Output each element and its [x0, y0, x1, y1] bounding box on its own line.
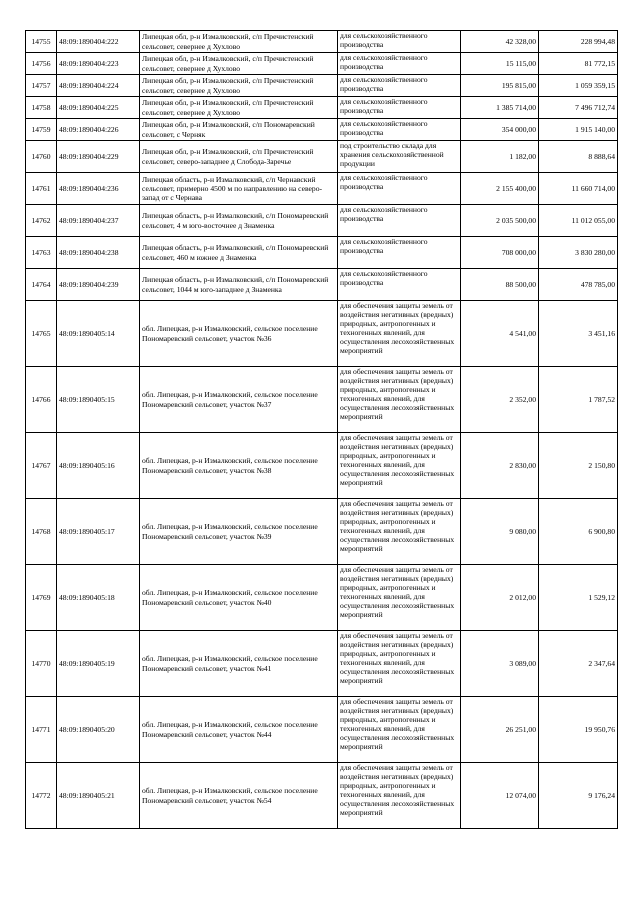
table-row [26, 205, 618, 237]
area-cell: 26 251,00 [461, 697, 539, 763]
cadastral-number-cell: 48:09:1890404:224 [57, 75, 140, 97]
table-row [26, 53, 618, 75]
cadastral-value-cell: 7 496 712,74 [539, 97, 618, 119]
table-row [26, 301, 618, 367]
cadastral-value-cell: 9 176,24 [539, 763, 618, 829]
row-number-cell: 14758 [26, 97, 57, 119]
cadastral-value-cell: 2 347,64 [539, 631, 618, 697]
table-row [26, 269, 618, 301]
table-row [26, 367, 618, 433]
permitted-use-cell: для сельскохозяйственного производства [338, 53, 461, 75]
row-number-cell: 14756 [26, 53, 57, 75]
address-cell: обл. Липецкая, р-н Измалковский, сельское поселение Пономаревский сельсовет, участок №36 [140, 301, 338, 367]
table-row [26, 97, 618, 119]
cadastral-number-cell: 48:09:1890404:239 [57, 269, 140, 301]
cadastral-number-cell: 48:09:1890404:237 [57, 205, 140, 237]
area-cell: 4 541,00 [461, 301, 539, 367]
table-row [26, 173, 618, 205]
address-cell: обл. Липецкая, р-н Измалковский, сельское поселение Пономаревский сельсовет, участок №44 [140, 697, 338, 763]
area-cell: 354 000,00 [461, 119, 539, 141]
table-row [26, 31, 618, 53]
row-number-cell: 14768 [26, 499, 57, 565]
area-cell: 195 815,00 [461, 75, 539, 97]
address-cell: Липецкая обл, р-н Измалковский, с/п Пречистенский сельсовет, севернее д Хухлово [140, 97, 338, 119]
row-number-cell: 14764 [26, 269, 57, 301]
area-cell: 1 182,00 [461, 141, 539, 173]
table-row [26, 631, 618, 697]
permitted-use-cell: для обеспечения защиты земель от воздействия негативных (вредных) природных, антропогенных и техногенных явлений, для осуществления лесохозяйственных мероприятий [338, 367, 461, 433]
cadastral-value-cell: 8 888,64 [539, 141, 618, 173]
row-number-cell: 14766 [26, 367, 57, 433]
cadastral-value-cell: 11 660 714,00 [539, 173, 618, 205]
permitted-use-cell: для сельскохозяйственного производства [338, 97, 461, 119]
cadastral-number-cell: 48:09:1890405:21 [57, 763, 140, 829]
cadastral-value-cell: 3 451,16 [539, 301, 618, 367]
cadastral-number-cell: 48:09:1890405:17 [57, 499, 140, 565]
permitted-use-cell: для обеспечения защиты земель от воздействия негативных (вредных) природных, антропогенных и техногенных явлений, для осуществления лесохозяйственных мероприятий [338, 301, 461, 367]
row-number-cell: 14763 [26, 237, 57, 269]
address-cell: обл. Липецкая, р-н Измалковский, сельское поселение Пономаревский сельсовет, участок №37 [140, 367, 338, 433]
address-cell: Липецкая область, р-н Измалковский, с/п Пономаревский сельсовет, 460 м южнее д Знаменка [140, 237, 338, 269]
row-number-cell: 14770 [26, 631, 57, 697]
address-cell: обл. Липецкая, р-н Измалковский, сельское поселение Пономаревский сельсовет, участок №40 [140, 565, 338, 631]
table-row [26, 433, 618, 499]
permitted-use-cell: для сельскохозяйственного производства [338, 269, 461, 301]
table-row [26, 119, 618, 141]
table-row [26, 141, 618, 173]
address-cell: Липецкая обл, р-н Измалковский, с/п Пречистенский сельсовет, северо-западнее д Слобода-Заречье [140, 141, 338, 173]
row-number-cell: 14759 [26, 119, 57, 141]
area-cell: 2 352,00 [461, 367, 539, 433]
permitted-use-cell: для сельскохозяйственного производства [338, 75, 461, 97]
cadastral-value-cell: 1 529,12 [539, 565, 618, 631]
area-cell: 42 328,00 [461, 31, 539, 53]
cadastral-number-cell: 48:09:1890404:225 [57, 97, 140, 119]
permitted-use-cell: для сельскохозяйственного производства [338, 205, 461, 237]
address-cell: обл. Липецкая, р-н Измалковский, сельское поселение Пономаревский сельсовет, участок №39 [140, 499, 338, 565]
address-cell: Липецкая область, р-н Измалковский, с/п Чернавский сельсовет, примерно 4500 м по направлению на северо-запад от с Чернава [140, 173, 338, 205]
address-cell: Липецкая обл, р-н Измалковский, с/п Пономаревский сельсовет, с Черняк [140, 119, 338, 141]
row-number-cell: 14769 [26, 565, 57, 631]
cadastral-value-cell: 1 787,52 [539, 367, 618, 433]
area-cell: 88 500,00 [461, 269, 539, 301]
table-row [26, 499, 618, 565]
row-number-cell: 14755 [26, 31, 57, 53]
cadastral-number-cell: 48:09:1890404:229 [57, 141, 140, 173]
address-cell: обл. Липецкая, р-н Измалковский, сельское поселение Пономаревский сельсовет, участок №38 [140, 433, 338, 499]
permitted-use-cell: для обеспечения защиты земель от воздействия негативных (вредных) природных, антропогенных и техногенных явлений, для осуществления лесохозяйственных мероприятий [338, 433, 461, 499]
permitted-use-cell: под строительство склада для хранения сельскохозяйственной продукции [338, 141, 461, 173]
cadastral-value-cell: 6 900,80 [539, 499, 618, 565]
area-cell: 2 035 500,00 [461, 205, 539, 237]
cadastral-value-cell: 3 830 280,00 [539, 237, 618, 269]
row-number-cell: 14761 [26, 173, 57, 205]
address-cell: Липецкая обл, р-н Измалковский, с/п Пречистенский сельсовет, севернее д Хухлово [140, 31, 338, 53]
permitted-use-cell: для обеспечения защиты земель от воздействия негативных (вредных) природных, антропогенных и техногенных явлений, для осуществления лесохозяйственных мероприятий [338, 763, 461, 829]
permitted-use-cell: для сельскохозяйственного производства [338, 173, 461, 205]
row-number-cell: 14771 [26, 697, 57, 763]
permitted-use-cell: для сельскохозяйственного производства [338, 31, 461, 53]
area-cell: 3 089,00 [461, 631, 539, 697]
address-cell: Липецкая обл, р-н Измалковский, с/п Пречистенский сельсовет, севернее д Хухлово [140, 75, 338, 97]
permitted-use-cell: для обеспечения защиты земель от воздействия негативных (вредных) природных, антропогенных и техногенных явлений, для осуществления лесохозяйственных мероприятий [338, 697, 461, 763]
area-cell: 2 155 400,00 [461, 173, 539, 205]
land-plots-table [25, 30, 618, 829]
cadastral-value-cell: 1 915 140,00 [539, 119, 618, 141]
permitted-use-cell: для сельскохозяйственного производства [338, 119, 461, 141]
cadastral-number-cell: 48:09:1890404:238 [57, 237, 140, 269]
cadastral-number-cell: 48:09:1890405:14 [57, 301, 140, 367]
address-cell: Липецкая область, р-н Измалковский, с/п Пономаревский сельсовет, 1044 м юго-западнее д Знаменка [140, 269, 338, 301]
row-number-cell: 14760 [26, 141, 57, 173]
permitted-use-cell: для обеспечения защиты земель от воздействия негативных (вредных) природных, антропогенных и техногенных явлений, для осуществления лесохозяйственных мероприятий [338, 565, 461, 631]
cadastral-number-cell: 48:09:1890405:18 [57, 565, 140, 631]
cadastral-number-cell: 48:09:1890405:15 [57, 367, 140, 433]
area-cell: 12 074,00 [461, 763, 539, 829]
table-body [26, 31, 618, 829]
row-number-cell: 14765 [26, 301, 57, 367]
row-number-cell: 14767 [26, 433, 57, 499]
cadastral-number-cell: 48:09:1890405:19 [57, 631, 140, 697]
table-row [26, 697, 618, 763]
cadastral-number-cell: 48:09:1890404:223 [57, 53, 140, 75]
cadastral-value-cell: 478 785,00 [539, 269, 618, 301]
address-cell: Липецкая обл, р-н Измалковский, с/п Пречистенский сельсовет, севернее д Хухлово [140, 53, 338, 75]
cadastral-number-cell: 48:09:1890405:16 [57, 433, 140, 499]
table-row [26, 237, 618, 269]
table-row [26, 763, 618, 829]
area-cell: 2 012,00 [461, 565, 539, 631]
row-number-cell: 14762 [26, 205, 57, 237]
area-cell: 9 080,00 [461, 499, 539, 565]
cadastral-value-cell: 228 994,48 [539, 31, 618, 53]
cadastral-number-cell: 48:09:1890404:236 [57, 173, 140, 205]
cadastral-number-cell: 48:09:1890405:20 [57, 697, 140, 763]
permitted-use-cell: для сельскохозяйственного производства [338, 237, 461, 269]
area-cell: 2 830,00 [461, 433, 539, 499]
area-cell: 15 115,00 [461, 53, 539, 75]
address-cell: Липецкая область, р-н Измалковский, с/п Пономаревский сельсовет, 4 м юго-восточнее д Знаменка [140, 205, 338, 237]
area-cell: 708 000,00 [461, 237, 539, 269]
table-row [26, 565, 618, 631]
cadastral-value-cell: 19 950,76 [539, 697, 618, 763]
address-cell: обл. Липецкая, р-н Измалковский, сельское поселение Пономаревский сельсовет, участок №41 [140, 631, 338, 697]
cadastral-number-cell: 48:09:1890404:226 [57, 119, 140, 141]
table-row [26, 75, 618, 97]
cadastral-value-cell: 11 012 055,00 [539, 205, 618, 237]
row-number-cell: 14772 [26, 763, 57, 829]
permitted-use-cell: для обеспечения защиты земель от воздействия негативных (вредных) природных, антропогенных и техногенных явлений, для осуществления лесохозяйственных мероприятий [338, 499, 461, 565]
permitted-use-cell: для обеспечения защиты земель от воздействия негативных (вредных) природных, антропогенных и техногенных явлений, для осуществления лесохозяйственных мероприятий [338, 631, 461, 697]
row-number-cell: 14757 [26, 75, 57, 97]
cadastral-value-cell: 1 059 359,15 [539, 75, 618, 97]
cadastral-value-cell: 2 150,80 [539, 433, 618, 499]
cadastral-value-cell: 81 772,15 [539, 53, 618, 75]
cadastral-number-cell: 48:09:1890404:222 [57, 31, 140, 53]
address-cell: обл. Липецкая, р-н Измалковский, сельское поселение Пономаревский сельсовет, участок №54 [140, 763, 338, 829]
area-cell: 1 385 714,00 [461, 97, 539, 119]
